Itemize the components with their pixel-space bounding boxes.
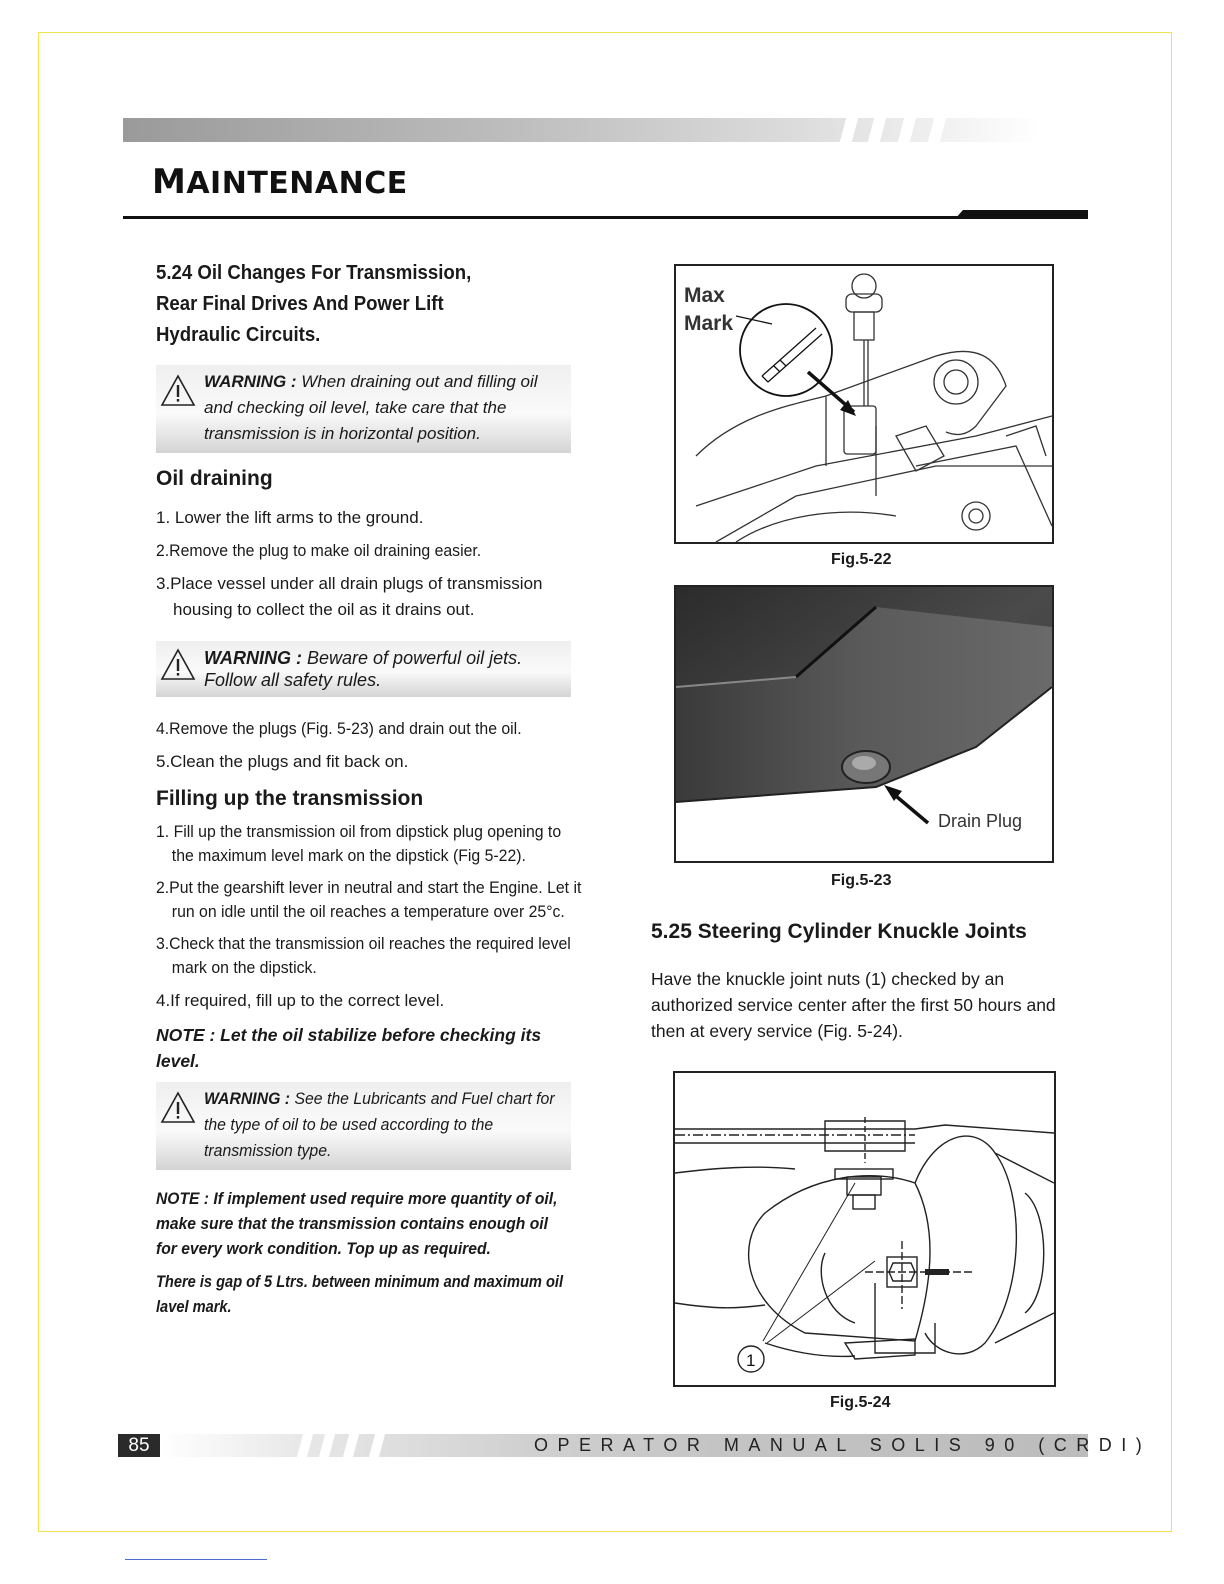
list-item: 3.Check that the transmission oil reaches the required level mark on the dipstick. <box>156 934 571 977</box>
oil-draining-heading: Oil draining <box>156 467 273 490</box>
section-title-5-25: 5.25 Steering Cylinder Knuckle Joints <box>651 920 1027 943</box>
list-item: 3.Place vessel under all drain plugs of transmission housing to collect the oil as it drains out. <box>156 573 543 619</box>
drain-plug-label: Drain Plug <box>938 811 1023 831</box>
knuckle-joint-diagram <box>675 1073 1054 1385</box>
list-item: 2.Remove the plug to make oil draining easier. <box>156 540 482 560</box>
warning-box-lubricants: WARNING : See the Lubricants and Fuel chart for the type of oil to be used according to the transmission type. <box>156 1082 571 1170</box>
dipstick-diagram <box>676 266 1052 542</box>
list-item: 1. Fill up the transmission oil from dipstick plug opening to the maximum level mark on the dipstick (Fig 5-22). <box>156 822 562 865</box>
note-stabilize: NOTE : Let the oil stabilize before checking its level. <box>156 1025 542 1071</box>
note-gap: There is gap of 5 Ltrs. between minimum and maximum oil lavel mark. <box>156 1272 564 1316</box>
filling-heading: Filling up the transmission <box>156 786 424 810</box>
figure-5-23 <box>674 585 1054 863</box>
figure-5-24 <box>673 1071 1056 1387</box>
figure-caption: Fig.5-22 <box>831 551 892 568</box>
title-rule-tab <box>955 210 1088 219</box>
list-item: 1. Lower the lift arms to the ground. <box>156 507 424 527</box>
warning-box-oil-jets: WARNING : Beware of powerful oil jets. Follow all safety rules. <box>156 641 571 697</box>
list-item: 2.Put the gearshift lever in neutral and start the Engine. Let it run on idle until the oil reaches a temperature over 25°c. <box>156 878 582 921</box>
list-item: 4.If required, fill up to the correct level. <box>156 991 445 1010</box>
mark-label: Mark <box>684 312 734 335</box>
figure-caption: Fig.5-24 <box>830 1394 891 1411</box>
title-rule <box>123 216 1088 219</box>
callout-1-label: 1 <box>746 1351 756 1370</box>
figure-caption: Fig.5-23 <box>831 872 892 889</box>
note-implement: NOTE : If implement used require more quantity of oil, make sure that the transmission contains enough oil for every work condition. Top up as required. <box>156 1189 558 1258</box>
drain-plug-photo <box>676 587 1052 861</box>
header-band <box>123 118 1088 142</box>
knuckle-paragraph: Have the knuckle joint nuts (1) checked by an authorized service center after the first 50 hours and then at every service (Fig. 5-24). <box>651 969 1056 1041</box>
max-label: Max <box>684 284 725 307</box>
manual-title: OPERATOR MANUAL SOLIS 90 (CRDI) <box>534 1435 1152 1455</box>
section-title-5-24: 5.24 Oil Changes For Transmission, Rear Final Drives And Power Lift Hydraulic Circuits. <box>156 262 472 346</box>
warning-box-horizontal: WARNING : When draining out and filling oil and checking oil level, take care that the transmission is in horizontal position. <box>156 365 571 453</box>
list-item: 4.Remove the plugs (Fig. 5-23) and drain out the oil. <box>156 718 522 738</box>
list-item: 5.Clean the plugs and fit back on. <box>156 751 409 771</box>
figure-5-22 <box>674 264 1054 544</box>
page-number: 85 <box>118 1434 160 1457</box>
link-underline <box>125 1559 267 1560</box>
warning-triangle-icon <box>160 647 196 683</box>
page-title: MAINTENANCE <box>152 162 408 202</box>
warning-triangle-icon <box>160 1090 196 1126</box>
warning-triangle-icon <box>160 373 196 409</box>
left-column <box>156 258 582 1327</box>
